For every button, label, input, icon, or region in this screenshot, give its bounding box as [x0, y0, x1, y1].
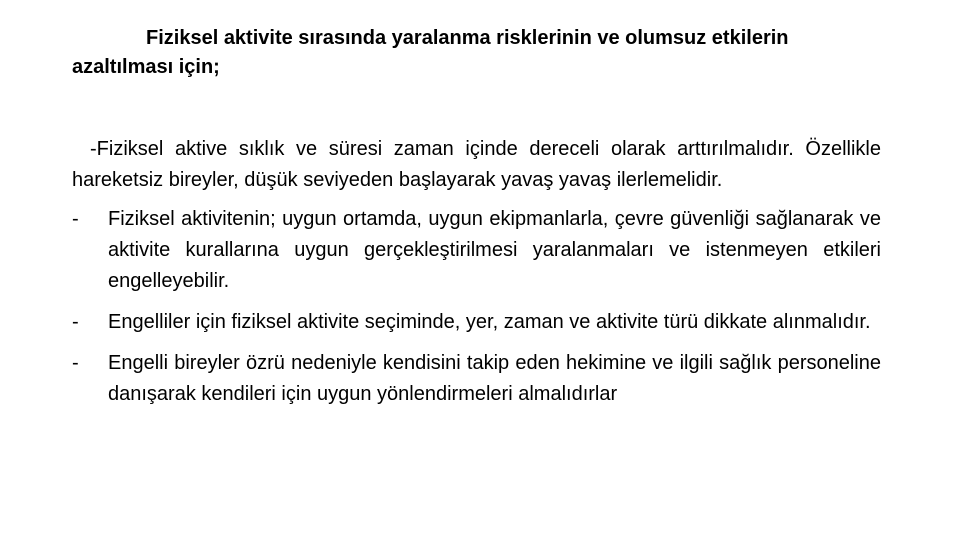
list-item-text: Engelli bireyler özrü nedeniyle kendisini takip eden hekimine ve ilgili sağlık personeline danışarak kendileri için uygun yönlendirmeleri almalıdırlar [108, 352, 881, 405]
list-item-text: Fiziksel aktivitenin; uygun ortamda, uygun ekipmanlarla, çevre güvenliği sağlanarak ve aktivite kurallarına uygun gerçekleştirilmesi yaralanmaları ve istenmeyen etkileri engelleyebilir. [108, 208, 881, 292]
bullet-dash: - [72, 311, 79, 333]
slide-title-text: Fiziksel aktivite sırasında yaralanma risklerinin ve olumsuz etkilerin azaltılması için; [72, 27, 789, 78]
bullet-dash: - [72, 352, 79, 374]
intro-paragraph: -Fiziksel aktive sıklık ve süresi zaman içinde dereceli olarak arttırılmalıdır. Özellikle hareketsiz bireyler, düşük seviyeden başlayarak yavaş yavaş ilerlemelidir. [72, 138, 881, 191]
slide-title [72, 24, 832, 82]
list-item [72, 204, 881, 297]
list-item-text: Engelliler için fiziksel aktivite seçiminde, yer, zaman ve aktivite türü dikkate alınmalıdır. [108, 311, 871, 333]
bullet-list [72, 204, 881, 410]
slide-body [72, 134, 881, 420]
bullet-dash: - [72, 208, 79, 230]
list-item [72, 307, 881, 338]
list-item [72, 348, 881, 410]
